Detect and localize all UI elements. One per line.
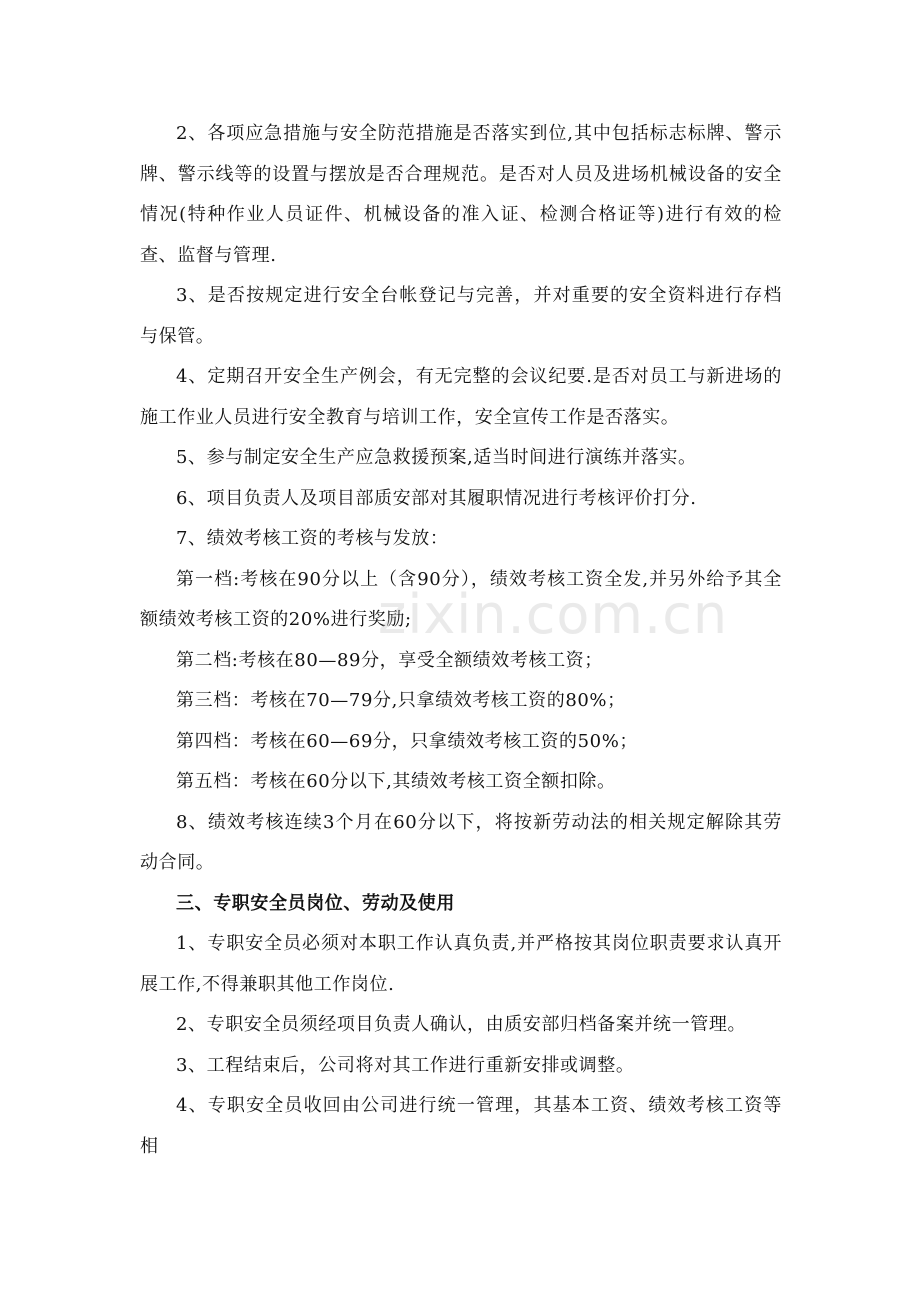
section3-item-4: 4、专职安全员收回由公司进行统一管理，其基本工资、绩效考核工资等相 [140, 1095, 782, 1157]
paragraph-item-3: 3、是否按规定进行安全台帐登记与完善，并对重要的安全资料进行存档与保管。 [140, 285, 782, 347]
document-body [140, 114, 782, 1167]
section3-item-3: 3、工程结束后，公司将对其工作进行重新安排或调整。 [176, 1054, 635, 1076]
paragraph-item-4: 4、定期召开安全生产例会，有无完整的会议纪要.是否对员工与新进场的施工作业人员进行安全教育与培训工作，安全宣传工作是否落实。 [140, 366, 782, 428]
grade-tier-4: 第四档：考核在60—69分，只拿绩效考核工资的50%； [176, 730, 639, 752]
section3-item-2: 2、专职安全员须经项目负责人确认，由质安部归档备案并统一管理。 [176, 1014, 747, 1035]
paragraph-item-2: 2、各项应急措施与安全防范措施是否落实到位,其中包括标志标牌、警示牌、警示线等的设置与摆放是否合理规范。是否对人员及进场机械设备的安全情况(特种作业人员证件、机械设备的准入证、检测合格证等)进行有效的检查、监督与管理. [140, 123, 782, 266]
grade-tier-1: 第一档:考核在90分以上（含90分），绩效考核工资全发,并另外给予其全额绩效考核工资的20%进行奖励; [140, 568, 782, 630]
paragraph-item-6: 6、项目负责人及项目部质安部对其履职情况进行考核评价打分. [176, 487, 697, 509]
watermark: zixin.com.cn [378, 583, 729, 646]
paragraph-item-8: 8、绩效考核连续3个月在60分以下，将按新劳动法的相关规定解除其劳动合同。 [140, 811, 782, 873]
paragraph-item-7: 7、绩效考核工资的考核与发放： [176, 528, 449, 549]
grade-tier-5: 第五档：考核在60分以下,其绩效考核工资全额扣除。 [176, 771, 616, 792]
section-heading: 三、专职安全员岗位、劳动及使用 [176, 892, 455, 914]
section3-item-1: 1、专职安全员必须对本职工作认真负责,并严格按其岗位职责要求认真开展工作,不得兼职其他工作岗位. [140, 933, 782, 995]
grade-tier-2: 第二档:考核在80—89分，享受全额绩效考核工资； [176, 649, 603, 671]
grade-tier-3: 第三档：考核在70—79分,只拿绩效考核工资的80%； [176, 690, 626, 711]
paragraph-item-5: 5、参与制定安全生产应急救援预案,适当时间进行演练并落实。 [176, 447, 697, 468]
